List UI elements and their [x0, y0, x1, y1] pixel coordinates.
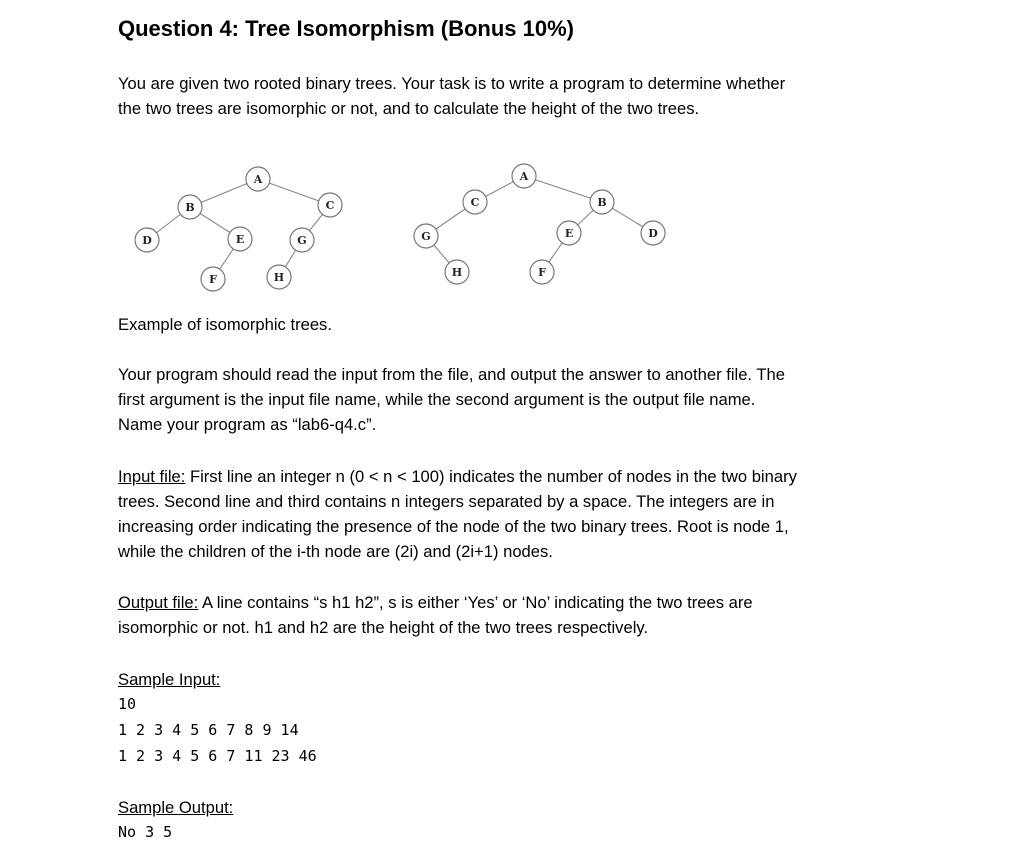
intro-paragraph [118, 71, 908, 121]
intro-line-2: the two trees are isomorphic or not, and to calculate the height of the two trees. [118, 99, 700, 118]
intro-line-1: You are given two rooted binary trees. Your task is to write a program to determine whether [118, 74, 786, 93]
tree-1-node-c [318, 193, 342, 217]
svg-text:B: B [597, 196, 607, 209]
program-line-2: first argument is the input file name, while the second argument is the output file name. [118, 390, 756, 409]
tree-2-node-g [414, 224, 438, 248]
tree-1-node-f [201, 267, 225, 291]
tree-1-node-g [290, 228, 314, 252]
output-file-paragraph [118, 590, 908, 640]
tree-2-edges [426, 176, 653, 272]
svg-text:E: E [235, 233, 245, 246]
output-line-1: A line contains “s h1 h2”, s is either ‘Yes’ or ‘No’ indicating the two trees are [198, 593, 753, 612]
isomorphic-trees-figure [125, 155, 685, 300]
svg-text:F: F [538, 266, 546, 279]
output-line-2: isomorphic or not. h1 and h2 are the height of the two trees respectively. [118, 618, 649, 637]
tree-2-node-h [445, 260, 469, 284]
input-line-3: increasing order indicating the presence of the node of the two binary trees. Root is node 1, [118, 517, 789, 536]
figure-caption: Example of isomorphic trees. [118, 315, 332, 334]
tree-1-node-b [178, 195, 202, 219]
tree-2-node-a [512, 164, 536, 188]
program-paragraph [118, 362, 908, 437]
sample-output-section [118, 795, 908, 820]
program-line-3: Name your program as “lab6-q4.c”. [118, 415, 377, 434]
output-file-label: Output file: [118, 593, 199, 612]
svg-text:C: C [470, 196, 480, 209]
tree-2-node-f [530, 260, 554, 284]
sample-input-line: 10 [118, 695, 137, 713]
svg-text:A: A [519, 170, 529, 183]
tree-1-node-d [135, 228, 159, 252]
sample-input-line: 1 2 3 4 5 6 7 11 23 46 [118, 747, 317, 765]
tree-2-node-d [641, 221, 665, 245]
tree-1-node-e [228, 227, 252, 251]
tree-1-node-a [246, 167, 270, 191]
sample-output-block [118, 819, 908, 845]
tree-1-node-h [267, 265, 291, 289]
svg-text:B: B [185, 201, 195, 214]
input-file-paragraph [118, 464, 908, 564]
svg-text:F: F [209, 273, 217, 286]
input-line-2: trees. Second line and third contains n integers separated by a space. The integers are in [118, 492, 775, 511]
sample-output-line: No 3 5 [118, 823, 173, 841]
tree-2-node-b [590, 190, 614, 214]
sample-output-label: Sample Output: [118, 798, 234, 817]
input-line-4: while the children of the i-th node are (2i) and (2i+1) nodes. [118, 542, 553, 561]
sample-input-label: Sample Input: [118, 670, 221, 689]
input-file-label: Input file: [118, 467, 186, 486]
sample-input-block [118, 691, 908, 769]
svg-text:C: C [325, 199, 335, 212]
svg-text:H: H [273, 271, 285, 284]
svg-text:H: H [451, 266, 463, 279]
svg-text:G: G [297, 234, 307, 247]
input-line-1: First line an integer n (0 < n < 100) indicates the number of nodes in the two binary [185, 467, 797, 486]
sample-input-section [118, 667, 908, 692]
program-line-1: Your program should read the input from the file, and output the answer to another file. The [118, 365, 785, 384]
svg-text:E: E [564, 227, 574, 240]
svg-text:A: A [253, 173, 263, 186]
question-title: Question 4: Tree Isomorphism (Bonus 10%) [118, 16, 574, 41]
tree-2-node-c [463, 190, 487, 214]
svg-text:D: D [648, 227, 658, 240]
svg-text:D: D [142, 234, 152, 247]
tree-2-node-e [557, 221, 581, 245]
svg-text:G: G [421, 230, 431, 243]
sample-input-line: 1 2 3 4 5 6 7 8 9 14 [118, 721, 299, 739]
